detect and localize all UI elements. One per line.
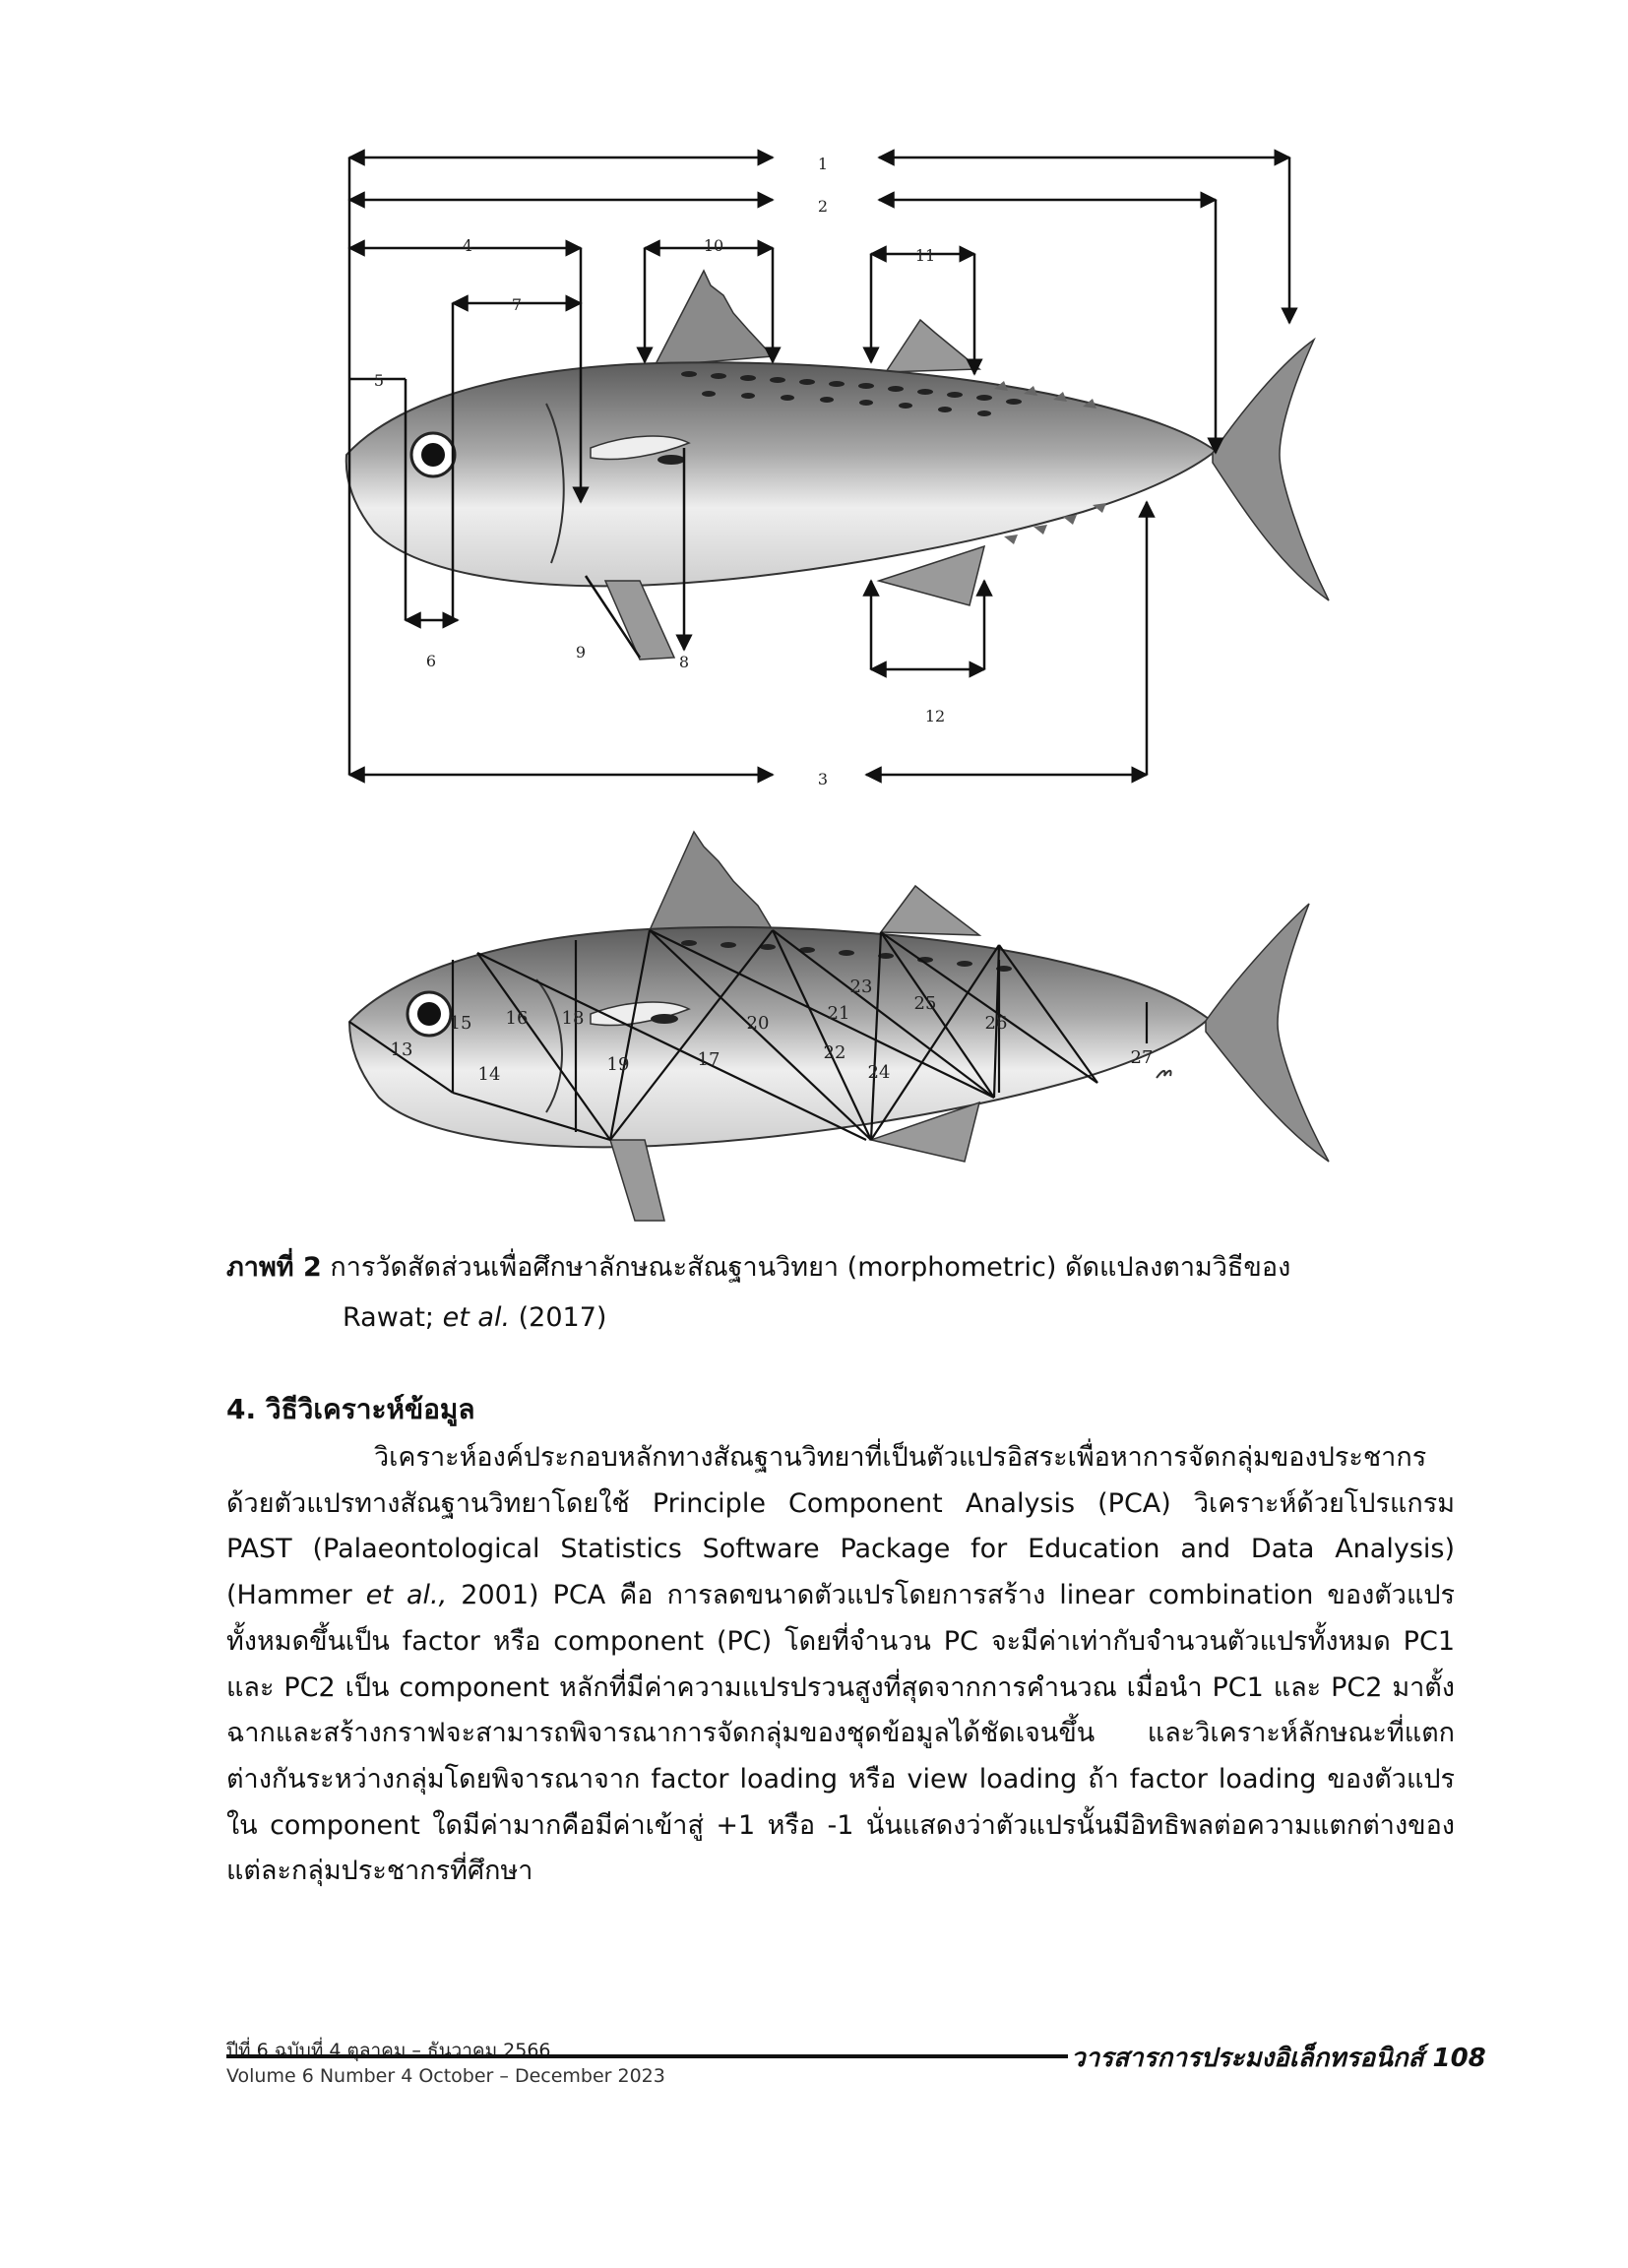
label-23: 23 [849,976,873,997]
caption-prefix: ภาพที่ 2 [226,1252,322,1283]
label-5: 5 [373,371,385,390]
fish-body-bottom [349,927,1209,1147]
footer-issue-en: Volume 6 Number 4 October – December 2023 [226,2065,665,2087]
label-22: 22 [823,1042,846,1063]
caption-ref-etal: et al. [442,1302,511,1334]
fish-body-top [346,362,1216,586]
label-16: 16 [505,1008,529,1029]
figure-caption [226,1242,1467,1344]
label-3: 3 [817,770,829,788]
label-2: 2 [817,197,829,216]
label-7: 7 [511,295,523,314]
label-1: 1 [817,155,829,173]
label-27: 27 [1130,1047,1154,1068]
body-etal: et al., [365,1580,448,1611]
label-11: 11 [914,246,936,265]
label-4: 4 [462,236,473,255]
label-8: 8 [678,653,690,671]
footer-rule [226,2054,1068,2058]
caption-ref-author: Rawat; [343,1302,435,1334]
label-6: 6 [425,652,437,670]
footer-journal: วารสารการประมงอิเล็กทรอนิกส์ 108 [1071,2044,1486,2073]
label-24: 24 [867,1062,891,1083]
body-part-1: วิเคราะห์องค์ประกอบหลักทางสัณฐานวิทยาที่เป็นตัวแปรอิสระเพื่อหาการจัดกลุ่มของประชากรด้วยตัวแปรทางสัณฐานวิทยาโดยใช้ Principle Component Analysis (PCA) วิเคราะห์ด้วยโปรแกรม PAST (Palaeontological Statistics Software Package for Education and Data Analysis) (Hammer [226,1442,1455,1611]
fish-top [346,246,1329,660]
body-paragraph [226,1435,1455,1895]
label-15: 15 [449,1013,472,1034]
label-13: 13 [390,1040,413,1060]
body-part-2: 2001) PCA คือ การลดขนาดตัวแปรโดยการสร้าง linear combination ของตัวแปรทั้งหมดขึ้นเป็น factor หรือ component (PC) โดยที่จำนวน PC จะมีค่าเท่ากับจำนวนตัวแปรทั้งหมด PC1 และ PC2 เป็น component หลักที่มีค่าความแปรปรวนสูงที่สุดจากการคำนวณ เมื่อนำ PC1 และ PC2 มาตั้งฉากและสร้างกราฟจะสามารถพิจารณาการจัดกลุ่มของชุดข้อมูลได้ชัดเจนขึ้น และวิเคราะห์ลักษณะที่แตกต่างกันระหว่างกลุ่มโดยพิจารณาจาก factor loading หรือ view loading ถ้า factor loading ของตัวแปรใน component ใดมีค่ามากคือมีค่าเข้าสู่ +1 หรือ -1 นั่นแสดงว่าตัวแปรนั้นมีอิทธิพลต่อความแตกต่างของแต่ละกลุ่มประชากรที่ศึกษา [226,1580,1456,1887]
fish-bottom [349,832,1329,1221]
label-17: 17 [697,1049,720,1070]
label-10: 10 [703,236,724,255]
label-18: 18 [561,1008,585,1029]
label-19: 19 [606,1054,630,1075]
caption-text: การวัดสัดส่วนเพื่อศึกษาลักษณะสัณฐานวิทยา (morphometric) ดัดแปลงตามวิธีของ [330,1252,1291,1283]
label-12: 12 [924,707,946,725]
body-text [226,1435,1455,1895]
label-26: 26 [984,1013,1008,1034]
caption-ref-year: (2017) [518,1302,607,1334]
label-21: 21 [827,1003,850,1024]
label-9: 9 [575,643,587,662]
dorsal-fin-top [655,271,773,366]
section-heading: 4. วิธีวิเคราะห์ข้อมูล [226,1393,475,1425]
footer-issue-th: ปีที่ 6 ฉบับที่ 4 ตุลาคม – ธันวาคม 2566 [226,2040,551,2061]
label-20: 20 [746,1013,770,1034]
label-25: 25 [913,993,937,1014]
label-14: 14 [477,1064,501,1085]
